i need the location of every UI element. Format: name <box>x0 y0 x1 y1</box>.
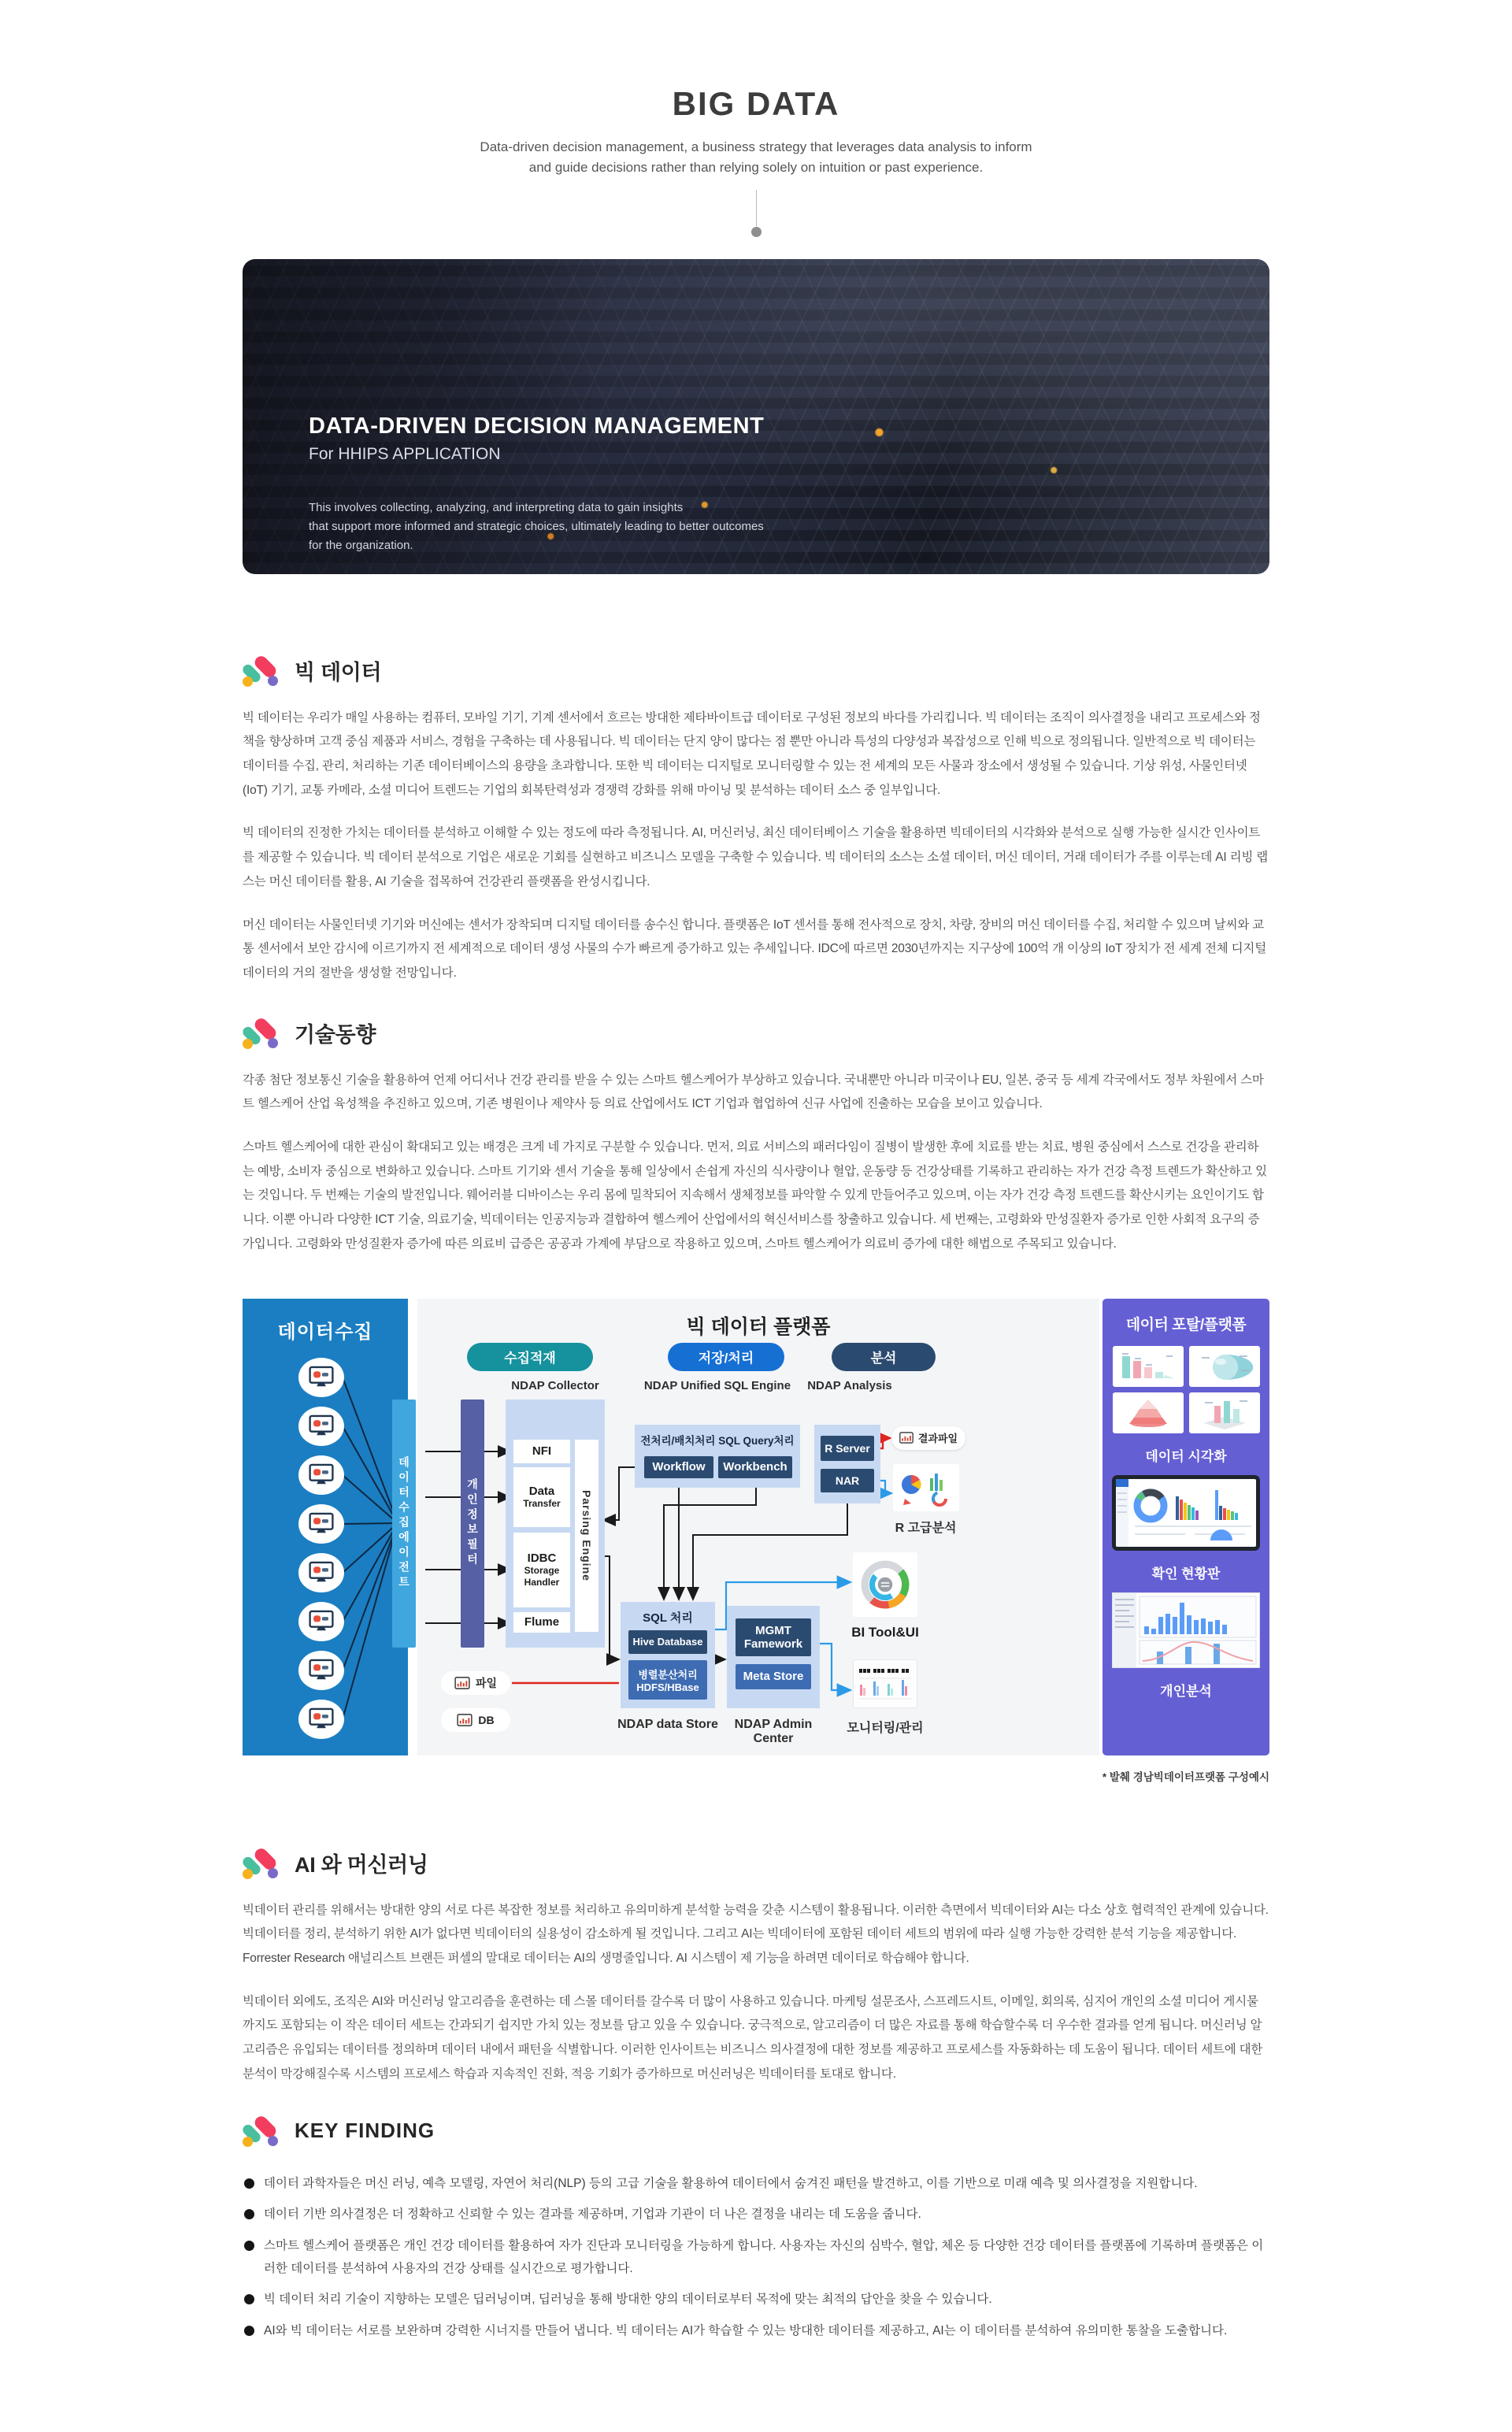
key-finding-item <box>243 2320 1269 2343</box>
mgmt-framework-box <box>736 1618 811 1656</box>
monitor-icon <box>298 1553 344 1592</box>
privacy-filter-label: 개인정보필터 <box>466 1478 479 1569</box>
connector-dot-icon <box>751 227 762 237</box>
nar-label: NAR <box>835 1474 860 1487</box>
flume-label: Flume <box>524 1615 560 1629</box>
pill-collect: 수집적재 <box>467 1343 593 1371</box>
label-data-visualization: 데이터 시각화 <box>1145 1448 1227 1464</box>
hive-database-box <box>628 1630 707 1654</box>
workflow-box <box>644 1456 713 1478</box>
label-ndap-sql-engine: NDAP Unified SQL Engine <box>643 1378 791 1392</box>
personal-analysis-image <box>1112 1592 1260 1668</box>
diagram-footnote: * 발췌 경남빅데이터프랫폼 구성예시 <box>1102 1770 1269 1783</box>
visualization-thumbnails <box>1113 1346 1260 1433</box>
hive-database-label: Hive Database <box>632 1636 703 1648</box>
ai-paragraph-2: 빅데이터 외에도, 조직은 AI와 머신러닝 알고리즘을 훈련하는 데 스몰 데이터를 갈수록 더 많이 사용하고 있습니다. 마케팅 설문조사, 스프레드시트, 이메일, 회의록, 심지어 개인의 소셜 미디어 게시물까지도 포함되는 이 작은 데이터 세트는 간과되기 쉽지만 가치 있는 정보를 담고 있을 수 있습니다. 궁극적으로, 알고리즘이 더 많은 자료를 통해 학습할수록 더 우수한 결과를 얻게 됩니다. 머신러닝 알고리즘은 유입되는 데이터를 정의하며 데이터 내에서 패턴을 식별합니다. 이러한 인사이트는 비즈니스 의사결정에 대한 정보를 제공하고 프로세스를 자동화하는 데 도움이 됩니다. 데이터 세트에 대한 분석이 막강해질수록 시스템의 프로세스 학습과 지속적인 진화, 적응 기회가 증가하므로 머신러닝은 빅데이터를 토대로 합니다. <box>243 1994 1263 2081</box>
sql-engine-caption: 전처리/배치처리 SQL Query처리 <box>640 1434 795 1447</box>
r-server-label: R Server <box>825 1441 870 1455</box>
label-ndap-collector: NDAP Collector <box>511 1378 599 1392</box>
monitor-icon <box>298 1407 344 1446</box>
data-collection-agent-bar <box>392 1400 416 1648</box>
file-label: 파일 <box>475 1676 498 1689</box>
parsing-engine-box <box>575 1440 598 1632</box>
section-trends-header <box>243 1015 1269 1051</box>
bullet-icon <box>244 2241 254 2251</box>
hero-description-line1: This involves collecting, analyzing, and interpreting data to gain insights <box>309 500 684 514</box>
workflow-label: Workflow <box>652 1460 706 1474</box>
monitor-icon <box>298 1700 344 1739</box>
section-bigdata-header <box>243 653 1269 689</box>
monitor-icon <box>298 1455 344 1495</box>
agent-bar-label: 데이터수집에이전트 <box>398 1455 410 1591</box>
mgmt-label-2: Famework <box>743 1637 803 1651</box>
bigdata-paragraph-3: 머신 데이터는 사물인터넷 기기와 머신에는 센서가 장착되며 디지털 데이터를 송수신 합니다. 플랫폼은 IoT 센서를 통해 전사적으로 장치, 차량, 장비의 머신 데이터를 수집, 처리할 수 있으며 날씨와 교통 센서에서 보안 감시에 이르기까지 전 세계적으로 데이터 생성 사물의 수가 빠르게 증가하고 있는 추세입니다. IDC에 따르면 2030년까지는 지구상에 100억 개 이상의 IoT 장치가 전 세계 전체 디지털 데이터의 거의 절반을 생성할 전망입니다. <box>243 918 1266 980</box>
section-ai-header <box>243 1845 1269 1881</box>
brand-logo-icon <box>243 654 280 688</box>
key-finding-item <box>243 2235 1269 2280</box>
r-server-box <box>821 1436 874 1461</box>
bullet-icon <box>244 2326 254 2336</box>
db-label: DB <box>478 1713 495 1726</box>
pill-analyze: 분석 <box>832 1343 936 1371</box>
data-collection-title: 데이터수집 <box>277 1321 373 1343</box>
page-subtitle <box>243 137 1269 179</box>
ndap-analysis-container <box>814 1425 880 1503</box>
dashboard-tablet-image <box>1112 1475 1260 1551</box>
hdfs-label-1: 병렬분산처리 <box>638 1668 698 1681</box>
trends-paragraph-2: 스마트 헬스케어에 대한 관심이 확대되고 있는 배경은 크게 네 가지로 구분할 수 있습니다. 먼저, 의료 서비스의 패러다임이 질병이 발생한 후에 치료를 받는 치료, 병원 중심에서 스스로 건강을 관리하는 예방, 소비자 중심으로 변화하고 있습니다. 스마트 기기와 센서 기술을 통해 일상에서 손쉽게 자신의 식사량이나 혈압, 운동량 등 건강상태를 기록하고 관리하는 자가 건강 측정 트렌드가 확산하고 있는 것입니다. 두 번째는 기술의 발전입니다. 웨어러블 디바이스는 우리 몸에 밀착되어 지속해서 생체정보를 파악할 수 있게 만들어주고 있으며, 이는 자가 건강 측정 트렌드를 확산시키는 요인이기도 합니다. 이뿐 아니라 다양한 ICT 기술, 의료기술, 빅데이터는 인공지능과 결합하여 헬스케어 산업에서의 혁신서비스를 창출하고 있습니다. 세 번째는, 고령화와 만성질환자 증가로 인한 사회적 요구의 증가입니다. 고령화와 만성질환자 증가에 따른 의료비 급증은 공공과 가계에 부담으로 작용하고 있으며, 스마트 헬스케어가 의료비 증가에 대한 해법으로 주목되고 있습니다. <box>243 1140 1267 1251</box>
r-analysis-label: R 고급분석 <box>895 1521 957 1535</box>
brand-logo-icon <box>243 2114 280 2148</box>
key-finding-text: 데이터 과학자들은 머신 러닝, 예측 모델링, 자연어 처리(NLP) 등의 고급 기술을 활용하여 데이터에서 숨겨진 패턴을 발견하고, 이를 기반으로 미래 예측 및 의사결정을 지원합니다. <box>264 2176 1198 2190</box>
trends-paragraph-1: 각종 첨단 정보통신 기술을 활용하여 언제 어디서나 건강 관리를 받을 수 있는 스마트 헬스케어가 부상하고 있습니다. 국내뿐만 아니라 미국이나 EU, 일본, 중국 등 세계 각국에서도 정부 차원에서 스마트 헬스케어 산업 육성책을 추진하고 있으며, 기존 병원이나 제약사 등 의료 산업에서도 ICT 기업과 협업하여 신규 사업에 진출하는 모습을 보이고 있습니다. <box>243 1073 1264 1111</box>
bullet-icon <box>244 2294 254 2304</box>
result-file-label: 결과파일 <box>917 1433 958 1445</box>
section-bigdata-title: 빅 데이터 <box>295 661 382 685</box>
parsing-engine-label: Parsing Engine <box>580 1489 593 1581</box>
label-status-board: 확인 현황판 <box>1151 1566 1221 1581</box>
section-ai-body <box>243 1899 1269 2113</box>
hero-application: For HHIPS APPLICATION <box>309 444 501 463</box>
key-finding-text: AI와 빅 데이터는 서로를 보완하며 강력한 시너지를 만들어 냅니다. 빅 데이터는 AI가 학습할 수 있는 방대한 데이터를 제공하고, AI는 이 데이터를 분석하여 유의미한 통찰을 도출합니다. <box>264 2324 1228 2338</box>
pyramid-chart-thumbnail-icon <box>1113 1392 1184 1433</box>
file-source-chip <box>441 1671 510 1695</box>
hero-description-line2: that support more informed and strategic choices, ultimately leading to better outcomes <box>309 519 764 533</box>
workbench-box <box>718 1456 792 1478</box>
hdfs-label-2: HDFS/HBase <box>636 1681 699 1693</box>
meta-store-label: Meta Store <box>743 1670 804 1684</box>
label-ndap-analysis: NDAP Analysis <box>807 1378 892 1392</box>
nfi-box <box>513 1440 570 1463</box>
ai-paragraph-1: 빅데이터 관리를 위해서는 방대한 양의 서로 다른 복잡한 정보를 처리하고 유의미하게 분석할 능력을 갖춘 시스템이 활용됩니다. 이러한 측면에서 빅데이터와 AI는 다소 상호 협력적인 관계에 있습니다. 빅데이터를 정리, 분석하기 위한 AI가 없다면 빅데이터의 실용성이 감소하게 될 것입니다. 그리고 AI는 빅데이터에 포함된 데이터 세트의 범위에 따라 실행 가능한 강력한 분석 기능을 제공합니다. Forrester Research 애널리스트 브랜든 퍼셀의 말대로 데이터는 AI의 생명줄입니다. AI 시스템이 제 기능을 하려면 데이터로 학습해야 합니다. <box>243 1903 1269 1966</box>
ndap-sql-engine-container <box>635 1425 800 1488</box>
workbench-label: Workbench <box>723 1460 788 1474</box>
hero-description <box>309 499 764 555</box>
monitor-icon <box>298 1651 344 1690</box>
label-ndap-admin-center: NDAP Admin Center <box>734 1717 813 1745</box>
data-portal-panel <box>1102 1299 1269 1755</box>
page-subtitle-line2: and guide decisions rather than relying solely on intuition or past experience. <box>528 160 984 176</box>
monitor-icon <box>298 1504 344 1544</box>
bi-tool-label: BI Tool&UI <box>851 1624 919 1640</box>
bullet-icon <box>244 2209 254 2219</box>
key-finding-text: 스마트 헬스케어 플랫폼은 개인 건강 데이터를 활용하여 자가 진단과 모니터링을 가능하게 합니다. 사용자는 자신의 심박수, 혈압, 체온 등 다양한 건강 데이터를 플랫폼에 기록하며 플랫폼은 이러한 데이터를 분석하여 사용자의 건강 상태를 실시간으로 평가합니다. <box>264 2239 1264 2275</box>
monitor-icon <box>298 1602 344 1641</box>
label-ndap-data-store: NDAP data Store <box>617 1717 718 1731</box>
r-analysis-charts-icon <box>893 1464 959 1511</box>
data-transfer-label-1: Data <box>528 1484 555 1498</box>
3d-bar-thumbnail-icon <box>1189 1392 1260 1433</box>
chart-file-icon <box>454 1677 470 1689</box>
key-finding-item <box>243 2173 1269 2196</box>
pill-store-process: 저장/처리 <box>668 1343 784 1371</box>
monitor-icon <box>298 1358 344 1397</box>
idbc-label-2: Storage Handler <box>524 1564 560 1588</box>
flume-box <box>513 1612 570 1633</box>
section-connector <box>243 190 1269 237</box>
data-portal-title: 데이터 포탈/플랫폼 <box>1125 1316 1247 1333</box>
key-finding-text: 데이터 기반 의사결정은 더 정확하고 신뢰할 수 있는 결과를 제공하며, 기업과 기관이 더 나은 결정을 내리는 데 도움을 줍니다. <box>264 2208 921 2222</box>
key-finding-item <box>243 2289 1269 2312</box>
idbc-label-1: IDBC <box>527 1551 557 1565</box>
sphere-chart-thumbnail-icon <box>1189 1346 1260 1387</box>
data-transfer-box <box>513 1467 570 1527</box>
connector-line <box>756 190 757 226</box>
bigdata-paragraph-2: 빅 데이터의 진정한 가치는 데이터를 분석하고 이해할 수 있는 정도에 따라 측정됩니다. AI, 머신러닝, 최신 데이터베이스 기술을 활용하면 빅데이터의 시각화와 분석으로 실행 가능한 실시간 인사이트를 제공할 수 있습니다. 빅 데이터 분석으로 기업은 새로운 기회를 실현하고 비즈니스 모델을 구축할 수 있습니다. 빅 데이터의 소스는 소셜 데이터, 머신 데이터, 거래 데이터가 주를 이루는데 AI 리빙 랩스는 머신 데이터를 활용, AI 기술을 접목하여 건강관리 플랫폼을 완성시킵니다. <box>243 826 1269 888</box>
sql-process-caption: SQL 처리 <box>643 1611 693 1625</box>
brand-logo-icon <box>243 1846 280 1881</box>
brand-logo-icon <box>243 1016 280 1051</box>
bar-chart-thumbnail-icon <box>1113 1346 1184 1387</box>
privacy-filter-bar <box>461 1400 484 1648</box>
data-transfer-label-2: Transfer <box>523 1497 561 1509</box>
chart-file-icon <box>899 1432 914 1444</box>
hero-title: DATA-DRIVEN DECISION MANAGEMENT <box>309 413 765 439</box>
nfi-label: NFI <box>532 1444 552 1459</box>
nar-box <box>821 1469 874 1492</box>
ndap-collector-container <box>506 1400 605 1648</box>
key-finding-text: 빅 데이터 처리 기술이 지향하는 모델은 딥러닝이며, 딥러닝을 통해 방대한 양의 데이터로부터 목적에 맞는 최적의 답안을 찾을 수 있습니다. <box>264 2293 992 2307</box>
label-personal-analysis: 개인분석 <box>1160 1683 1212 1699</box>
result-file-chip <box>891 1426 965 1450</box>
hero-description-line3: for the organization. <box>309 538 413 552</box>
hero-banner <box>243 259 1269 574</box>
ndap-admin-container <box>727 1606 820 1708</box>
section-bigdata-body <box>243 706 1269 1015</box>
page-title: BIG DATA <box>672 85 840 122</box>
section-trends-title: 기술동향 <box>295 1023 376 1047</box>
monitoring-dashboard-icon <box>853 1659 917 1708</box>
section-keyfinding-title: KEY FINDING <box>295 2119 435 2143</box>
meta-store-box <box>736 1664 811 1689</box>
sql-process-container <box>621 1602 715 1708</box>
bullet-icon <box>244 2178 254 2189</box>
bigdata-paragraph-1: 빅 데이터는 우리가 매일 사용하는 컴퓨터, 모바일 기기, 기계 센서에서 흐르는 방대한 제타바이트급 데이터로 구성된 정보의 바다를 가리킵니다. 빅 데이터는 조직이 의사결정을 내리고 프로세스와 정책을 향상하며 고객 중심 제품과 서비스, 경험을 구축하는 데 사용됩니다. 빅 데이터는 단지 양이 많다는 점 뿐만 아니라 특성의 다양성과 복잡성으로 인해 빅으로 정의됩니다. 일반적으로 빅 데이터는 데이터를 수집, 관리, 처리하는 기존 데이터베이스의 용량을 초과합니다. 또한 빅 데이터는 디지털로 모니터링할 수 있는 전 세계의 모든 사물과 장소에서 생성될 수 있습니다. 기상 위성, 사물인터넷(IoT) 기기, 교통 카메라, 소셜 미디어 트렌드는 기업의 회복탄력성과 경쟁력 강화를 위해 마이닝 및 분석하는 데이터 소스 중 일부입니다. <box>243 710 1261 797</box>
idbc-box <box>513 1533 570 1607</box>
bigdata-platform-diagram <box>243 1299 1269 1755</box>
bi-tool-donut-icon <box>853 1552 917 1617</box>
section-ai-title: AI 와 머신러닝 <box>295 1853 428 1878</box>
page-subtitle-line1: Data-driven decision management, a business strategy that leverages data analysis to inform <box>480 139 1032 154</box>
section-keyfinding-header <box>243 2113 1269 2149</box>
section-trends-body <box>243 1069 1269 1288</box>
hdfs-hbase-box <box>628 1660 707 1700</box>
label-monitoring: 모니터링/관리 <box>847 1721 924 1735</box>
platform-title: 빅 데이터 플랫폼 <box>686 1315 831 1338</box>
mgmt-label-1: MGMT <box>755 1623 791 1637</box>
key-finding-list <box>243 2173 1269 2343</box>
chart-file-icon <box>457 1714 472 1726</box>
key-finding-item <box>243 2204 1269 2226</box>
db-source-chip <box>441 1708 510 1732</box>
